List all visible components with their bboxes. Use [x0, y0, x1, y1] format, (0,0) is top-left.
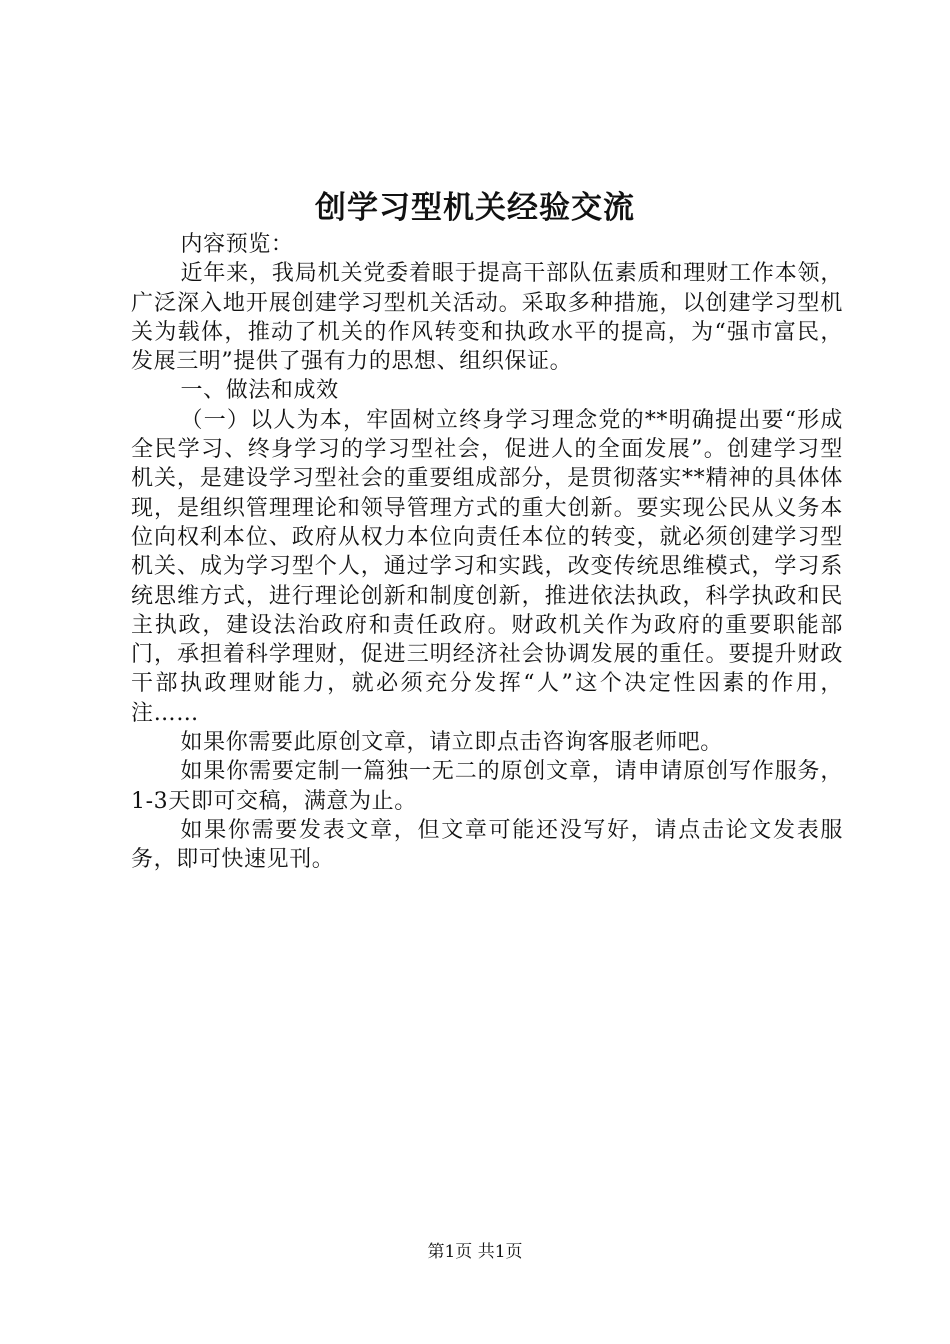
preview-label: 内容预览： — [180, 232, 294, 257]
document-body — [131, 230, 843, 875]
subsection-paragraph: （一）以人为本，牢固树立终身学习理念党的**明确提出要“形成全民学习、终身学习的学习型社会，促进人的全面发展”。创建学习型机关，是建设学习型社会的重要组成部分，是贯彻落实**精神的具体体现，是组织管理理论和领导管理方式的重大创新。要实现公民从义务本位向权利本位、政府从权力本位向责任本位的转变，就必须创建学习型机关、成为学习型个人，通过学习和实践，改变传统思维模式，学习系统思维方式，进行理论创新和制度创新，推进依法执政，科学执政和民主执政，建设法治政府和责任政府。财政机关作为政府的重要职能部门，承担着科学理财，促进三明经济社会协调发展的重任。要提升财政干部执政理财能力，就必须充分发挥“人”这个决定性因素的作用，注…… — [131, 407, 843, 726]
publish-service-paragraph[interactable]: 如果你需要发表文章，但文章可能还没写好，请点击论文发表服务，即可快速见刊。 — [131, 817, 843, 873]
page-footer — [0, 1240, 950, 1264]
section-heading: 一、做法和成效 — [180, 378, 339, 404]
document-title: 创学习型机关经验交流 — [315, 190, 635, 226]
custom-writing-paragraph[interactable]: 如果你需要定制一篇独一无二的原创文章，请申请原创写作服务，1-3天即可交稿，满意为止。 — [131, 759, 843, 814]
consult-link-paragraph[interactable]: 如果你需要此原创文章，请立即点击咨询客服老师吧。 — [180, 730, 723, 756]
page-number: 第1页 — [427, 1242, 473, 1262]
intro-paragraph: 近年来，我局机关党委着眼于提高干部队伍素质和理财工作本领，广泛深入地开展创建学习型机关活动。采取多种措施，以创建学习型机关为载体，推动了机关的作风转变和执政水平的提高，为“强市富民，发展三明”提供了强有力的思想、组织保证。 — [131, 261, 843, 375]
page-total: 共1页 — [477, 1242, 523, 1262]
